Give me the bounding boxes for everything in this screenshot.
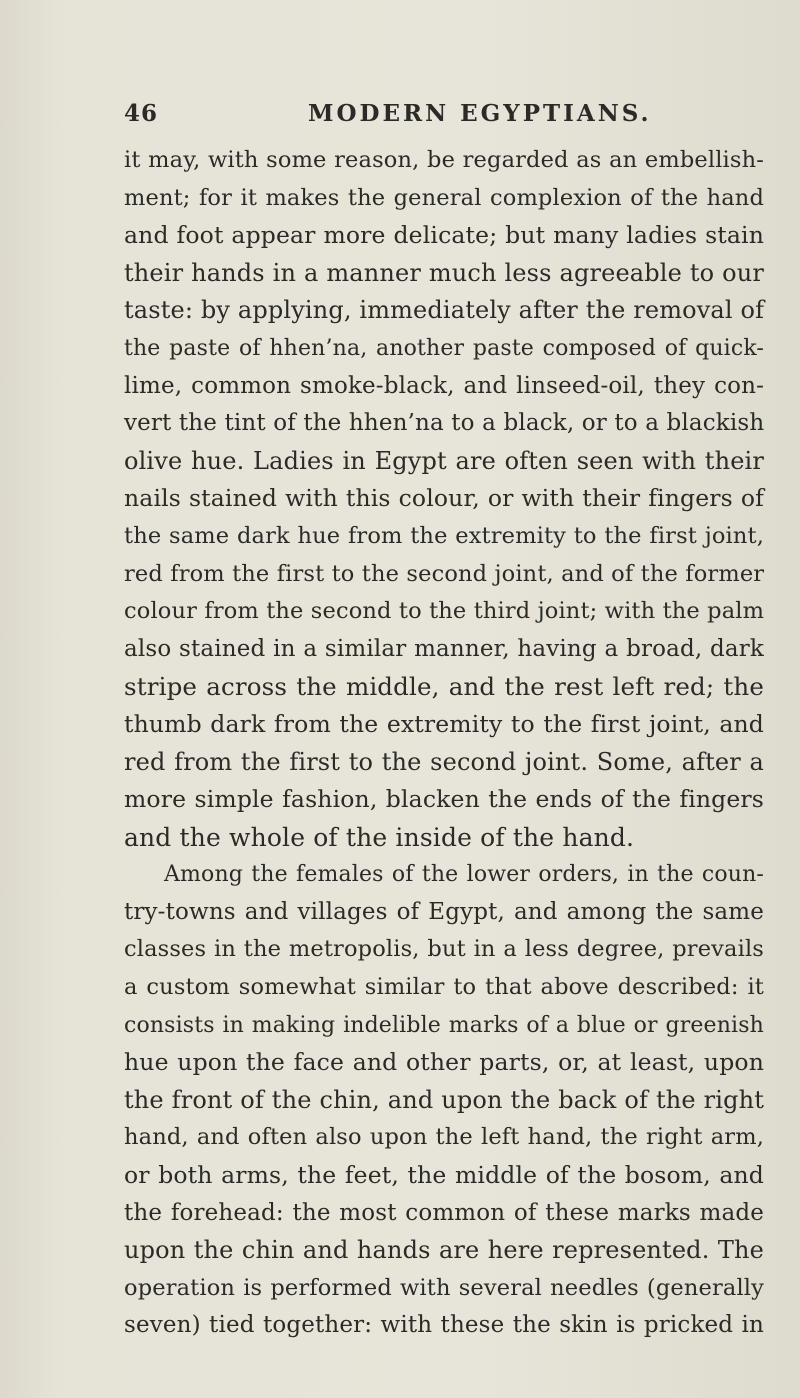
text-line: and the whole of the inside of the hand. (124, 822, 635, 852)
text-line: red from the first to the second joint, and of the former (124, 560, 765, 587)
text-line: it may, with some reason, be regarded as an embellish- (124, 147, 764, 173)
text-line: more simple fashion, blacken the ends of the fingers (124, 785, 764, 814)
text-line: taste: by applying, immediately after the removal of (124, 296, 765, 325)
text-line: operation is performed with several needles (generally (124, 1274, 764, 1301)
text-line: also stained in a similar manner, having a broad, dark (124, 635, 764, 662)
paragraph (124, 856, 764, 1345)
running-title: MODERN EGYPTIANS. (308, 100, 652, 127)
text-line: red from the first to the second joint. Some, after a (124, 747, 764, 776)
text-line: their hands in a manner much less agreeable to our (124, 258, 764, 287)
text-line: lime, common smoke-black, and linseed-oil, they con- (124, 372, 764, 399)
text-line: or both arms, the feet, the middle of the bosom, and (124, 1161, 764, 1190)
text-line: classes in the metropolis, but in a less degree, prevails (124, 936, 764, 963)
text-line: thumb dark from the extremity to the first joint, and (124, 709, 764, 738)
text-line: Among the females of the lower orders, in the coun- (164, 862, 764, 888)
body-text (124, 142, 764, 1345)
text-line: the same dark hue from the extremity to the first joint, (124, 522, 764, 549)
text-line: consists in making indelible marks of a blue or greenish (124, 1012, 764, 1038)
text-line: vert the tint of the hhen’na to a black, or to a blackish (124, 410, 765, 437)
text-line: the forehead: the most common of these marks made (124, 1199, 764, 1226)
paragraph (124, 142, 764, 856)
running-head (124, 100, 750, 136)
text-line: seven) tied together: with these the skin is pricked in (124, 1312, 764, 1339)
text-line: olive hue. Ladies in Egypt are often seen with their (124, 446, 764, 475)
text-line: the paste of hhen’na, another paste composed of quick- (124, 335, 764, 361)
text-line: hue upon the face and other parts, or, at least, upon (124, 1048, 764, 1077)
text-line: ment; for it makes the general complexion of the hand (124, 184, 764, 211)
page-number: 46 (124, 100, 159, 127)
text-line: hand, and often also upon the left hand, the right arm, (124, 1124, 764, 1151)
text-line: nails stained with this colour, or with their fingers of (124, 484, 764, 513)
text-line: stripe across the middle, and the rest left red; the (124, 672, 764, 702)
text-line: and foot appear more delicate; but many ladies stain (124, 221, 764, 250)
text-line: upon the chin and hands are here represented. The (124, 1236, 764, 1265)
text-line: a custom somewhat similar to that above described: it (124, 974, 764, 1001)
text-line: try-towns and villages of Egypt, and among the same (124, 898, 764, 925)
text-line: the front of the chin, and upon the back of the right (124, 1085, 764, 1114)
text-line: colour from the second to the third joint; with the palm (124, 598, 765, 625)
